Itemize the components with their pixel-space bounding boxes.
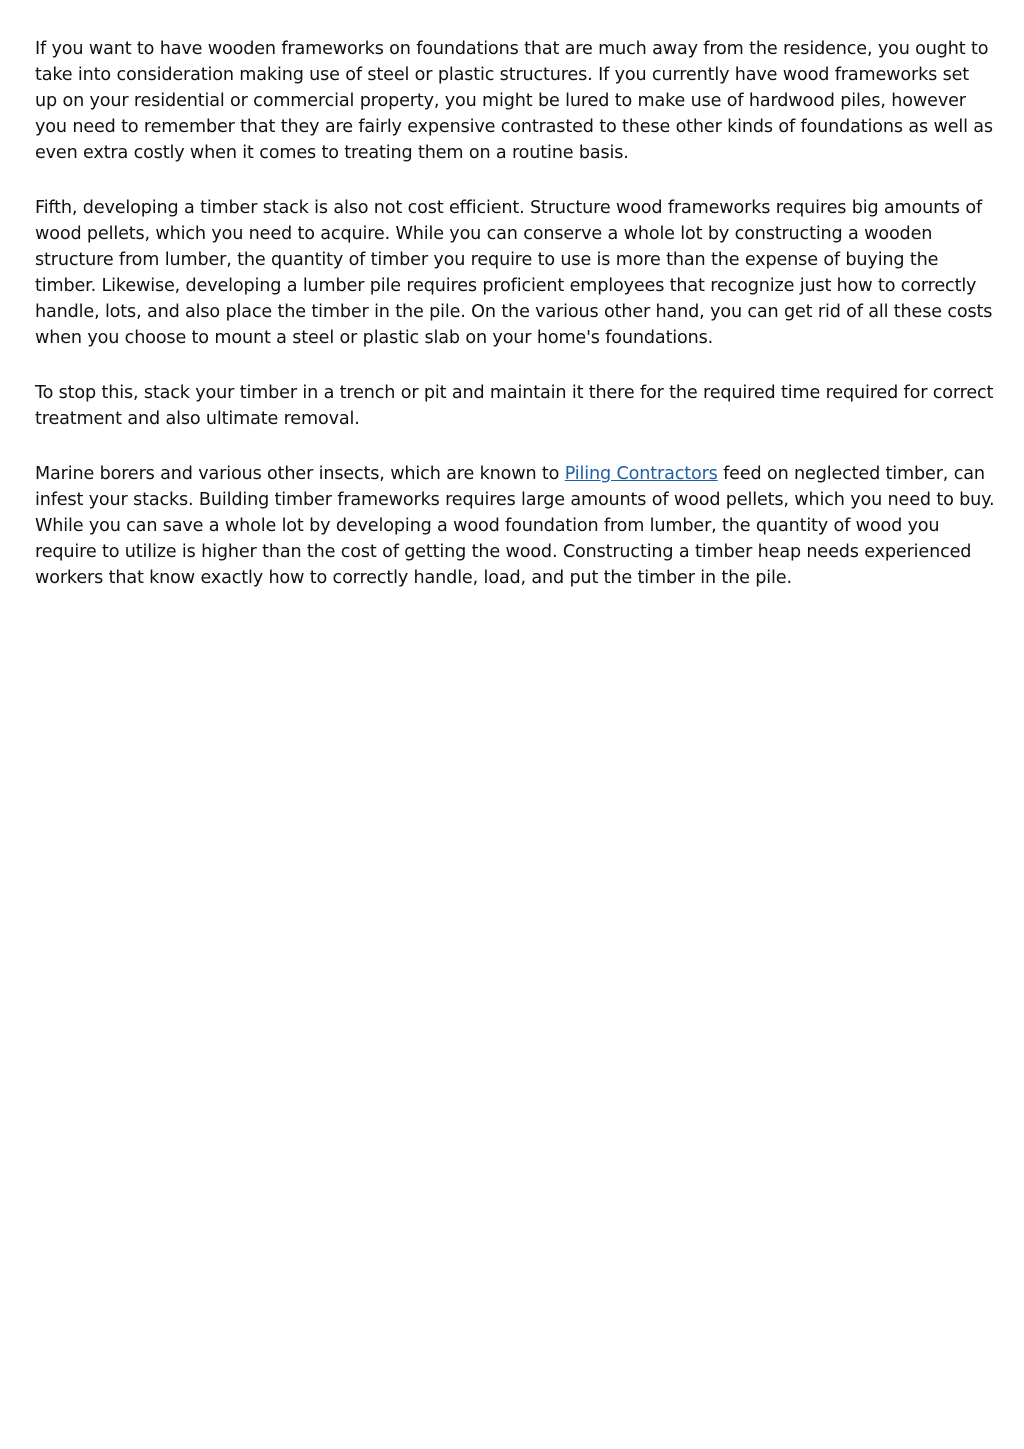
paragraph-2: Fifth, developing a timber stack is also not cost efficient. Structure wood frameworks requires big amounts of wood pellets, which you need to acquire. While you can conserve a whole lot by constructing a wooden structure from lumber, the quantity of timber you require to use is more than the expense of buying the timber. Likewise, developing a lumber pile requires proficient employees that recognize just how to correctly handle, lots, and also place the timber in the pile. On the various other hand, you can get rid of all these costs when you choose to mount a steel or plastic slab on your home's foundations. — [35, 198, 993, 348]
paragraph-1: If you want to have wooden frameworks on foundations that are much away from the residence, you ought to take into consideration making use of steel or plastic structures. If you currently have wood frameworks set up on your residential or commercial property, you might be lured to make use of hardwood piles, however you need to remember that they are fairly expensive contrasted to these other kinds of foundations as well as even extra costly when it comes to treating them on a routine basis. — [35, 39, 993, 163]
paragraph-4-text-before-link: Marine borers and various other insects, which are known to — [35, 464, 565, 484]
paragraph-3: To stop this, stack your timber in a trench or pit and maintain it there for the required time required for correct treatment and also ultimate removal. — [35, 383, 994, 429]
paragraph-4-text-after-link: feed on neglected timber, can infest your stacks. Building timber frameworks requires large amounts of wood pellets, which you need to buy. While you can save a whole lot by developing a wood foundation from lumber, the quantity of wood you require to utilize is higher than the cost of getting the wood. Constructing a timber heap needs experienced workers that know exactly how to correctly handle, load, and put the timber in the pile. — [35, 464, 995, 588]
piling-contractors-link[interactable]: Piling Contractors — [564, 464, 718, 484]
paragraph-4 — [35, 461, 995, 591]
document-body — [35, 36, 995, 620]
